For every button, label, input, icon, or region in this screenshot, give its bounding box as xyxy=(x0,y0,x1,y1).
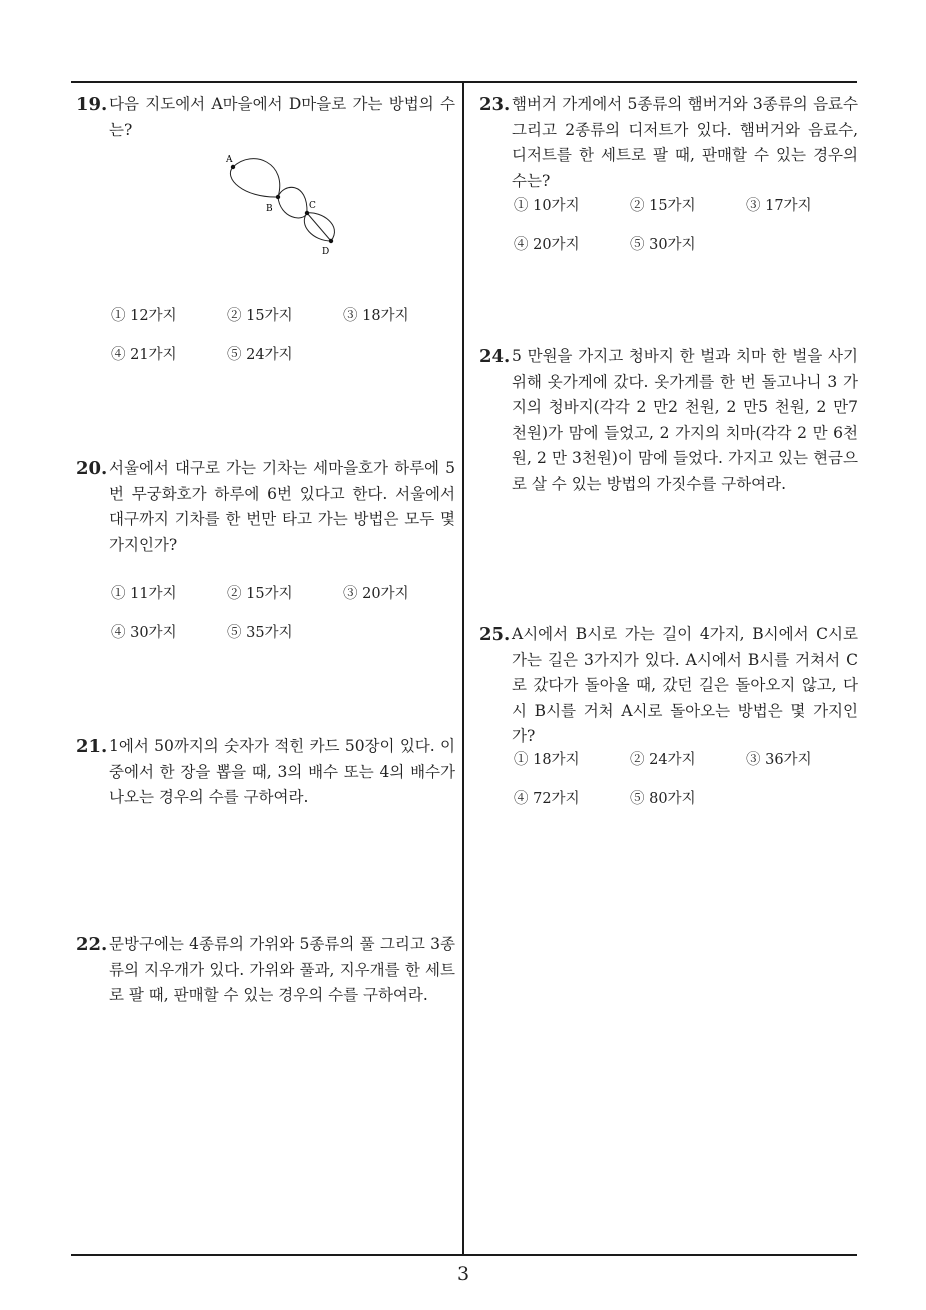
column-divider xyxy=(462,81,464,1255)
choice[interactable]: ② 15가지 xyxy=(630,198,696,214)
label-b: B xyxy=(266,204,273,214)
choice[interactable]: ② 24가지 xyxy=(630,752,696,768)
question-23 xyxy=(479,92,858,194)
choice[interactable]: ⑤ 30가지 xyxy=(630,237,696,253)
choice[interactable]: ⑤ 24가지 xyxy=(227,347,293,363)
question-number: 23. xyxy=(479,94,511,115)
question-text: A시에서 B시로 가는 길이 4가지, B시에서 C시로 가는 길은 3가지가 있다. A시에서 B시를 거쳐서 C로 갔다가 돌아올 때, 갔던 길은 돌아오지 않고, 다시 B시를 거처 A시로 돌아오는 방법은 몇 가지인가? xyxy=(512,625,858,745)
question-19 xyxy=(76,92,455,143)
choice[interactable]: ④ 20가지 xyxy=(514,237,580,253)
top-rule xyxy=(71,81,857,83)
road-a-b-2 xyxy=(233,159,280,197)
bottom-rule xyxy=(71,1254,857,1256)
node-d xyxy=(329,239,333,243)
road-b-c-2 xyxy=(278,197,307,218)
choice[interactable]: ② 15가지 xyxy=(227,308,293,324)
choice[interactable]: ① 12가지 xyxy=(111,308,177,324)
question-text: 1에서 50까지의 숫자가 적힌 카드 50장이 있다. 이 중에서 한 장을 뽑을 때, 3의 배수 또는 4의 배수가 나오는 경우의 수를 구하여라. xyxy=(109,737,455,806)
choice[interactable]: ④ 21가지 xyxy=(111,347,177,363)
choice[interactable]: ④ 72가지 xyxy=(514,791,580,807)
question-22 xyxy=(76,932,455,1009)
label-a: A xyxy=(226,155,233,165)
question-20 xyxy=(76,456,455,558)
choice[interactable]: ③ 18가지 xyxy=(343,308,409,324)
road-a-b-1 xyxy=(230,167,278,197)
node-c xyxy=(305,211,309,215)
choice[interactable]: ⑤ 35가지 xyxy=(227,625,293,641)
road-c-d-3 xyxy=(307,213,331,241)
question-number: 22. xyxy=(76,934,108,955)
choice[interactable]: ③ 17가지 xyxy=(746,198,812,214)
choice[interactable]: ③ 20가지 xyxy=(343,586,409,602)
choice[interactable]: ① 10가지 xyxy=(514,198,580,214)
choice[interactable]: ④ 30가지 xyxy=(111,625,177,641)
label-c: C xyxy=(309,201,316,211)
choice[interactable]: ② 15가지 xyxy=(227,586,293,602)
choice[interactable]: ① 18가지 xyxy=(514,752,580,768)
choice[interactable]: ③ 36가지 xyxy=(746,752,812,768)
question-text: 5 만원을 가지고 청바지 한 벌과 치마 한 벌을 사기 위해 옷가게에 갔다. 옷가게를 한 번 돌고나니 3 가지의 청바지(각각 2 만2 천원, 2 만5 천원, 2 만7 천원)가 맘에 들었고, 2 가지의 치마(각각 2 만 6천원, 2 만 3천원)이 맘에 들었다. 가지고 있는 현금으로 살 수 있는 방법의 가짓수를 구하여라. xyxy=(512,347,858,493)
choice[interactable]: ⑤ 80가지 xyxy=(630,791,696,807)
question-number: 19. xyxy=(76,94,108,115)
choice[interactable]: ① 11가지 xyxy=(111,586,177,602)
page-number: 3 xyxy=(456,1263,470,1285)
question-text: 문방구에는 4종류의 가위와 5종류의 풀 그리고 3종류의 지우개가 있다. 가위와 풀과, 지우개를 한 세트로 팔 때, 판매할 수 있는 경우의 수를 구하여라. xyxy=(109,935,455,1004)
road-map-diagram xyxy=(218,153,348,258)
label-d: D xyxy=(322,247,330,257)
question-text: 햄버거 가게에서 5종류의 햄버거와 3종류의 음료수 그리고 2종류의 디저트가 있다. 햄버거와 음료수, 디저트를 한 세트로 팔 때, 판매할 수 있는 경우의 수는? xyxy=(512,95,858,190)
question-text: 서울에서 대구로 가는 기차는 세마을호가 하루에 5번 무궁화호가 하루에 6번 있다고 한다. 서울에서 대구까지 기차를 한 번만 타고 가는 방법은 모두 몇 가지인가? xyxy=(109,459,455,554)
question-text: 다음 지도에서 A마을에서 D마을로 가는 방법의 수는? xyxy=(109,95,455,139)
question-number: 20. xyxy=(76,458,108,479)
question-25 xyxy=(479,622,858,750)
question-number: 25. xyxy=(479,624,511,645)
node-a xyxy=(231,165,235,169)
question-number: 21. xyxy=(76,736,108,757)
node-b xyxy=(276,195,280,199)
question-21 xyxy=(76,734,455,811)
question-number: 24. xyxy=(479,346,511,367)
question-24 xyxy=(479,344,858,497)
